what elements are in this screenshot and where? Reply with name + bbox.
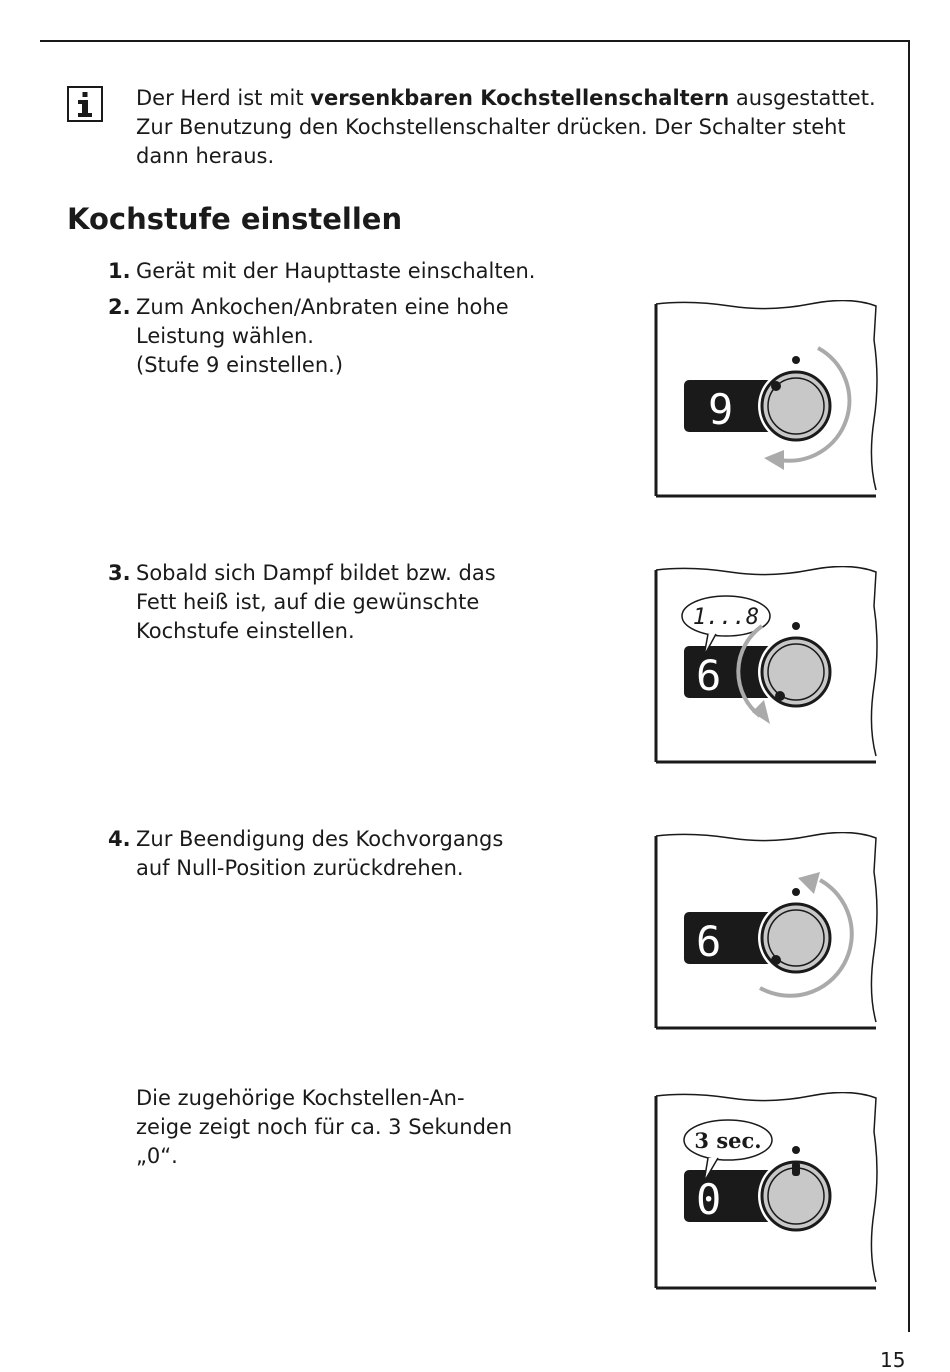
zero-marker [792,356,800,364]
note-paragraph [136,1084,536,1171]
step-line: Gerät mit der Haupttaste einschalten. [136,259,536,283]
display-digit: 0 [696,1175,722,1224]
top-rule [40,40,910,42]
zero-marker [792,622,800,630]
control-knob [762,638,830,706]
step-line: Fett heiß ist, auf die gewünschte [136,590,480,614]
control-panel-figure-3 [650,832,882,1032]
info-icon [67,86,103,122]
step-line: (Stufe 9 einstellen.) [136,353,344,377]
info-paragraph: Der Herd ist mit versenkbaren Kochstellenschaltern ausgestattet. Zur Benutzung den Kochstellenschalter drücken. Der Schalter steht dann heraus. [136,86,876,168]
timer-text: 3 sec. [694,1128,762,1153]
step-line: Kochstufe einstellen. [136,619,355,643]
page-number: 15 [880,1348,906,1372]
step-number: 4. [108,827,131,851]
note-line: „0“. [136,1144,178,1168]
step-line: Zur Beendigung des Kochvorgangs [136,827,504,851]
control-knob [762,372,830,440]
step-number: 2. [108,295,131,319]
control-panel-figure-2 [650,566,882,766]
step-line: Leistung wählen. [136,324,314,348]
step-line: Zum Ankochen/Anbraten eine hohe [136,295,509,319]
display-digit: 6 [696,917,722,966]
zero-marker [792,1146,800,1154]
level-range-text: 1...8 [692,605,760,630]
display-digit: 6 [696,651,722,700]
note-line: zeige zeigt noch für ca. 3 Sekunden [136,1115,513,1139]
step-line: Sobald sich Dampf bildet bzw. das [136,561,496,585]
right-rule [908,40,910,1332]
knob-indicator [771,381,781,391]
zero-marker [792,888,800,896]
section-heading: Kochstufe einstellen [67,202,403,236]
knob-indicator [775,691,785,701]
step-line: auf Null-Position zurückdrehen. [136,856,464,880]
step-number: 3. [108,561,131,585]
knob-indicator [771,955,781,965]
note-line: Die zugehörige Kochstellen-An- [136,1086,465,1110]
control-panel-figure-1 [650,300,882,500]
knob-indicator [792,1162,800,1176]
control-panel-figure-4 [650,1092,882,1292]
display-digit: 9 [708,385,734,434]
step-number: 1. [108,259,131,283]
